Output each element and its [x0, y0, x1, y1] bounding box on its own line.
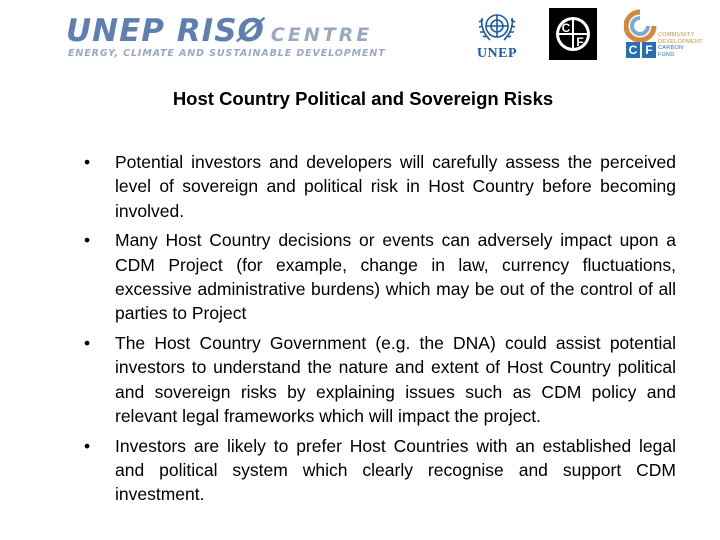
risoe-logo-main-text: UNEP RISØ [66, 13, 265, 49]
cdcf-line: FUND [658, 51, 675, 58]
carbon-finance-logo [549, 6, 597, 62]
slide-title: Host Country Political and Sovereign Risks [172, 88, 554, 109]
bullet-item [84, 228, 676, 325]
svg-text:C: C [628, 43, 638, 57]
cdcf-logo-text [658, 32, 703, 58]
cdcf-line: DEVELOPMENT [658, 38, 703, 45]
risoe-logo-subtitle: ENERGY, CLIMATE AND SUSTAINABLE DEVELOPMENT [68, 48, 386, 59]
risoe-logo-centre-text: CENTRE [270, 24, 373, 46]
community-development-carbon-fund-logo [624, 8, 703, 64]
bullet-item [84, 331, 676, 428]
svg-text:C: C [561, 21, 571, 35]
cdcf-line: COMMUNITY [658, 32, 695, 38]
unep-logo [468, 8, 526, 64]
bullet-list [84, 150, 676, 507]
bullet-item [84, 150, 676, 223]
cf-emblem-icon [549, 6, 597, 62]
bullet-dot: • [84, 230, 91, 251]
bullet-text: Potential investors and developers will carefully assess the perceived level of sovereign and political risk in Host Country before becoming involved. [115, 152, 676, 221]
cdcf-line: CARBON [658, 45, 684, 51]
svg-text:F: F [576, 35, 584, 49]
bullet-item [84, 434, 676, 507]
bullet-text: Many Host Country decisions or events can adversely impact upon a CDM Project (for example, change in law, currency fluctuations, excessive administrative burdens) which may be out of the control of all parties to Project [115, 230, 676, 324]
unep-risoe-centre-logo [66, 14, 384, 60]
bullet-dot: • [84, 333, 91, 354]
svg-text:F: F [645, 43, 653, 57]
bullet-dot: • [84, 435, 91, 456]
un-emblem-icon [468, 8, 526, 48]
logo-header [0, 0, 720, 70]
bullet-text: Investors are likely to prefer Host Countries with an established legal and political system which clearly recognise and support CDM investment. [115, 435, 676, 505]
bullet-text: The Host Country Government (e.g. the DNA) could assist potential investors to understand the nature and extent of Host Country political and sovereign risks by explaining issues such as CDM policy and relevant legal frameworks which will impact the project. [115, 333, 676, 426]
bullet-dot: • [84, 152, 91, 172]
unep-logo-text: UNEP [476, 46, 518, 61]
cdcf-emblem-icon [624, 8, 658, 64]
